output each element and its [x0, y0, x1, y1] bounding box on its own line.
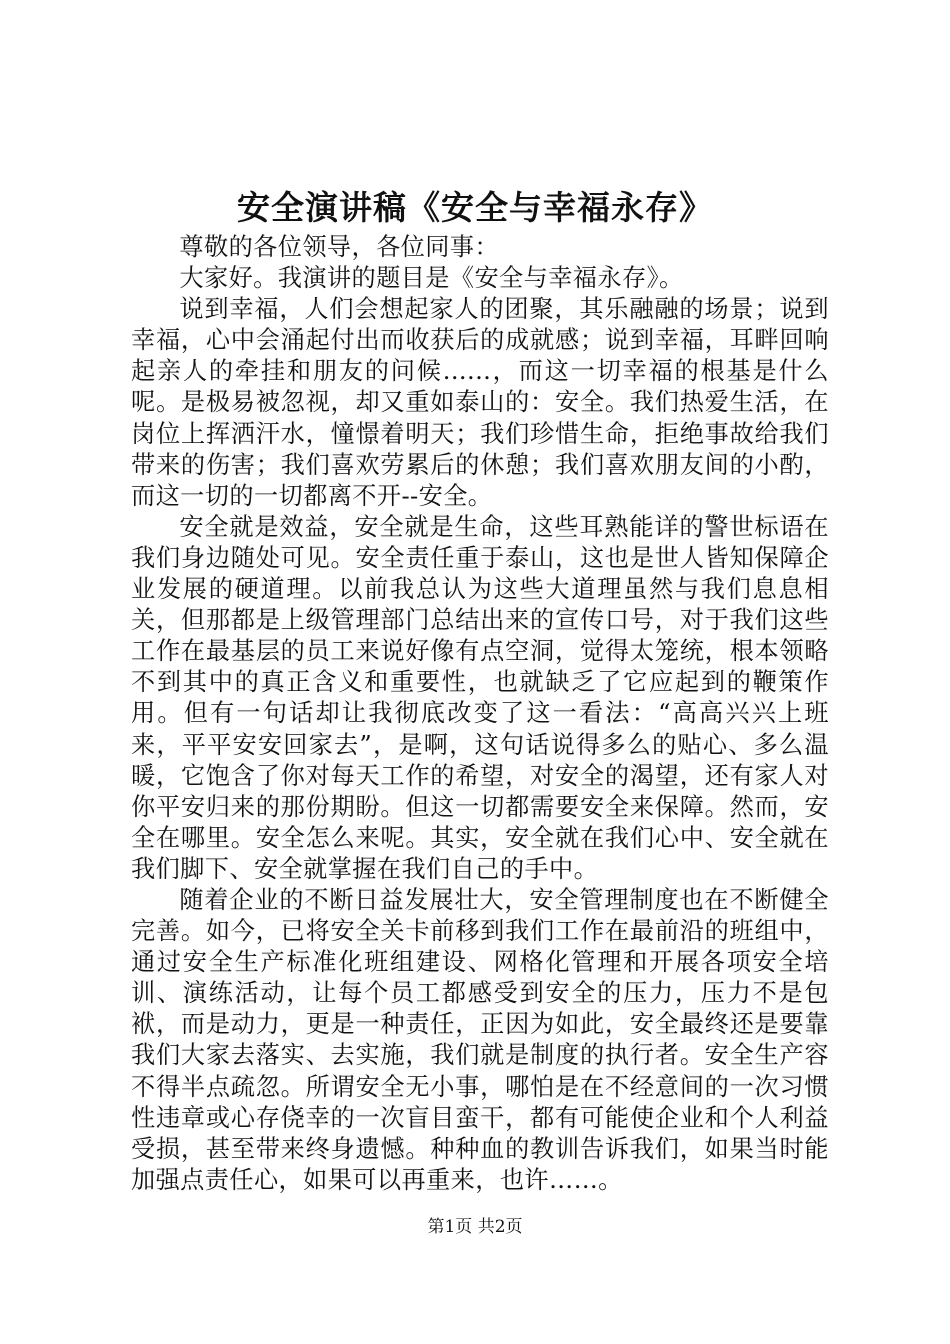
salutation-paragraph: 尊敬的各位领导，各位同事： [179, 233, 500, 261]
document-title: 安全演讲稿《安全与幸福永存》 [237, 188, 713, 227]
page-number-footer: 第1页 共2页 [427, 1217, 523, 1237]
body-paragraph: 随着企业的不断日益发展壮大，安全管理制度也在不断健全完善。如今，已将安全关卡前移到我们工作在最前沿的班组中，通过安全生产标准化班组建设、网格化管理和开展各项安全培训、演练活动，让每个员工都感受到安全的压力，压力不是包袱，而是动力，更是一种责任，正因为如此，安全最终还是要靠我们大家去落实、去实施，我们就是制度的执行者。安全生产容不得半点疏忽。所谓安全无小事，哪怕是在不经意间的一次习惯性违章或心存侥幸的一次盲目蛮干，都有可能使企业和个人利益受损，甚至带来终身遗憾。种种血的教训告诉我们，如果当时能加强点责任心，如果可以再重来，也许……。 [131, 885, 829, 1194]
document-body [131, 232, 829, 1196]
greeting-paragraph: 大家好。我演讲的题目是《安全与幸福永存》。 [179, 264, 684, 293]
body-paragraph: 安全就是效益，安全就是生命，这些耳熟能详的警世标语在我们身边随处可见。安全责任重于泰山，这也是世人皆知保障企业发展的硬道理。以前我总认为这些大道理虽然与我们息息相关，但那都是上级管理部门总结出来的宣传口号，对于我们这些工作在最基层的员工来说好像有点空洞，觉得太笼统，根本领略不到其中的真正含义和重要性，也就缺乏了它应起到的鞭策作用。但有一句话却让我彻底改变了这一看法：“高高兴兴上班来，平平安安回家去”，是啊，这句话说得多么的贴心、多么温暖，它饱含了你对每天工作的希望，对安全的渴望，还有家人对你平安归来的那份期盼。但这一切都需要安全来保障。然而，安全在哪里。安全怎么来呢。其实，安全就在我们心中、安全就在我们脚下、安全就掌握在我们自己的手中。 [131, 512, 829, 883]
body-paragraph: 说到幸福，人们会想起家人的团聚，其乐融融的场景；说到幸福，心中会涌起付出而收获后的成就感；说到幸福，耳畔回响起亲人的牵挂和朋友的问候......，而这一切幸福的根基是什么呢。是极易被忽视，却又重如泰山的：安全。我们热爱生活，在岗位上挥洒汗水，憧憬着明天；我们珍惜生命，拒绝事故给我们带来的伤害；我们喜欢劳累后的休憩；我们喜欢朋友间的小酌，而这一切的一切都离不开--安全。 [131, 295, 829, 510]
